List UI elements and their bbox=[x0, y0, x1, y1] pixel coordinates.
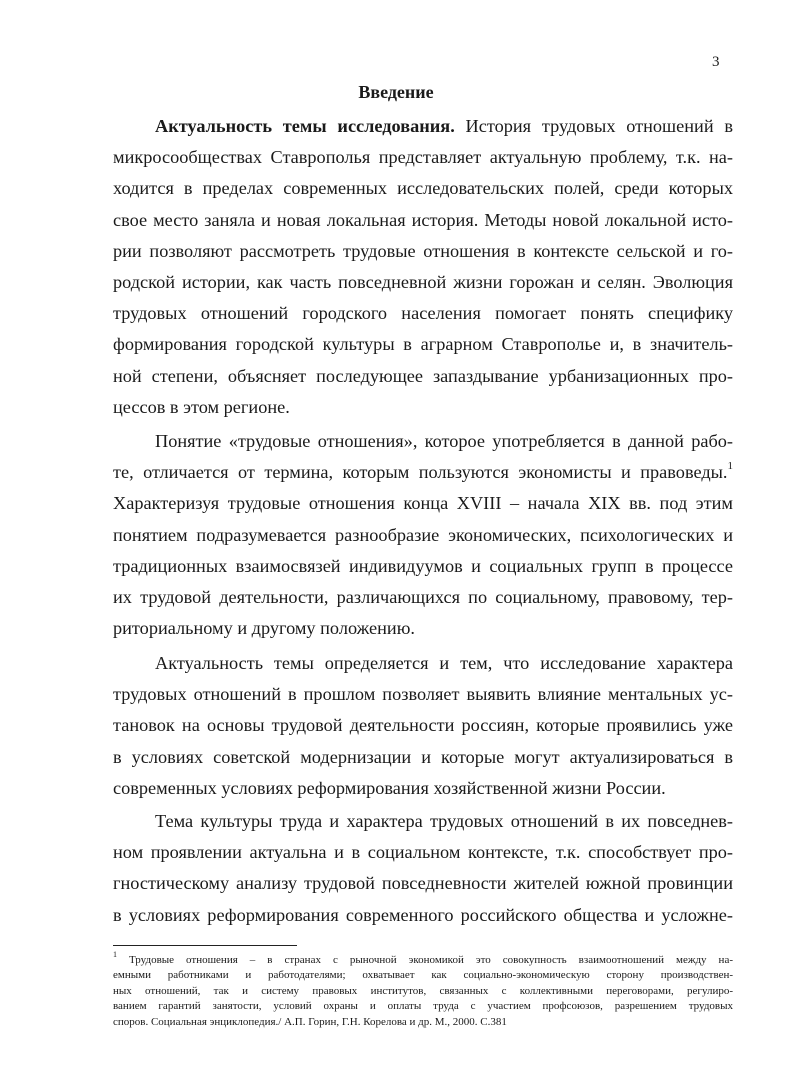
text-line: ходится в пределах современных исследовательских полей, среди которых bbox=[113, 178, 733, 199]
text-line: свое место заняла и новая локальная история. Методы новой локальной исто- bbox=[113, 209, 733, 230]
text-line bbox=[113, 111, 733, 142]
footnote-line: ванием гарантий занятости, условий охраны и оплаты труда с участием профсоюзов, разрешением трудовых bbox=[113, 1000, 733, 1013]
text-line: трудовых отношений в прошлом позволяет выявить влияние ментальных ус- bbox=[113, 684, 733, 705]
footnote-line bbox=[113, 950, 733, 968]
text-line: ной степени, объясняет последующее запаздывание урбанизационных про- bbox=[113, 365, 733, 386]
footnote-separator bbox=[113, 945, 297, 946]
footnote-marker: 1 bbox=[113, 950, 117, 960]
text-line: понятием подразумевается разнообразие экономических, психологических и bbox=[113, 524, 733, 545]
footnote bbox=[113, 950, 733, 1030]
text-line: ном проявлении актуальна и в социальном контексте, т.к. способствует про- bbox=[113, 842, 733, 863]
paragraph-concept bbox=[113, 426, 733, 644]
footnote-line: емными работниками и работодателями; охватывает как социально-экономическую сторону производствен- bbox=[113, 969, 733, 982]
text-line: традиционных взаимосвязей индивидуумов и социальных групп в процессе bbox=[113, 555, 733, 576]
text-line: Характеризуя трудовые отношения конца XVIII – начала XIX вв. под этим bbox=[113, 493, 733, 514]
paragraph-social-context bbox=[113, 806, 733, 931]
text-line: формирования городской культуры в аграрном Ставрополье и, в значитель- bbox=[113, 334, 733, 355]
footnote-reference[interactable]: 1 bbox=[727, 460, 733, 473]
text-line: цессов в этом регионе. bbox=[113, 396, 290, 417]
text-line: Тема культуры труда и характера трудовых отношений в их повседнев- bbox=[155, 811, 733, 831]
text-line: в условиях реформирования современного российского общества и усложне- bbox=[113, 904, 733, 925]
text-line: Понятие «трудовые отношения», которое употребляется в данной рабо- bbox=[155, 431, 733, 451]
text-line: в условиях советской модернизации и которые могут актуализироваться в bbox=[113, 746, 733, 767]
page-number: 3 bbox=[712, 54, 720, 70]
footnote-line: споров. Социальная энциклопедия./ А.П. Горин, Г.Н. Корелова и др. М., 2000. С.381 bbox=[113, 1015, 507, 1028]
text-line: трудовых отношений городского населения помогает понять специфику bbox=[113, 303, 733, 324]
text-line: тановок на основы трудовой деятельности россиян, которые проявились уже bbox=[113, 715, 733, 736]
text-line: Актуальность темы определяется и тем, что исследование характера bbox=[155, 653, 733, 673]
text-line: гностическому анализу трудовой повседневности жителей южной провинции bbox=[113, 873, 733, 894]
text-line: микросообществах Ставрополья представляет актуальную проблему, т.к. на- bbox=[113, 147, 733, 168]
footnote-line: ных отношений, так и систему правовых институтов, связанных с коллективными переговорами, регулиро- bbox=[113, 984, 733, 997]
text-line: современных условиях реформирования хозяйственной жизни России. bbox=[113, 777, 666, 798]
text-line: их трудовой деятельности, различающихся по социальному, правовому, тер- bbox=[113, 587, 733, 608]
paragraph-mentality bbox=[113, 648, 733, 804]
text-line: родской истории, как часть повседневной жизни горожан и селян. Эволюция bbox=[113, 272, 733, 293]
text-line: рии позволяют рассмотреть трудовые отношения в контексте сельской и го- bbox=[113, 240, 733, 261]
text-line bbox=[113, 457, 733, 488]
paragraph-lead: Актуальность темы исследования. bbox=[155, 116, 455, 136]
text-line-content: История трудовых отношений в bbox=[454, 116, 734, 136]
footnote-line-content: Трудовые отношения – в странах с рыночной экономикой это совокупность взаимоотношений между на- bbox=[117, 954, 733, 966]
text-line: риториальному и другому положению. bbox=[113, 618, 415, 639]
text-line-content: те, отличается от термина, которым пользуются экономисты и правоведы. bbox=[113, 462, 728, 483]
section-title: Введение bbox=[358, 82, 434, 102]
paragraph-relevance bbox=[113, 111, 733, 423]
